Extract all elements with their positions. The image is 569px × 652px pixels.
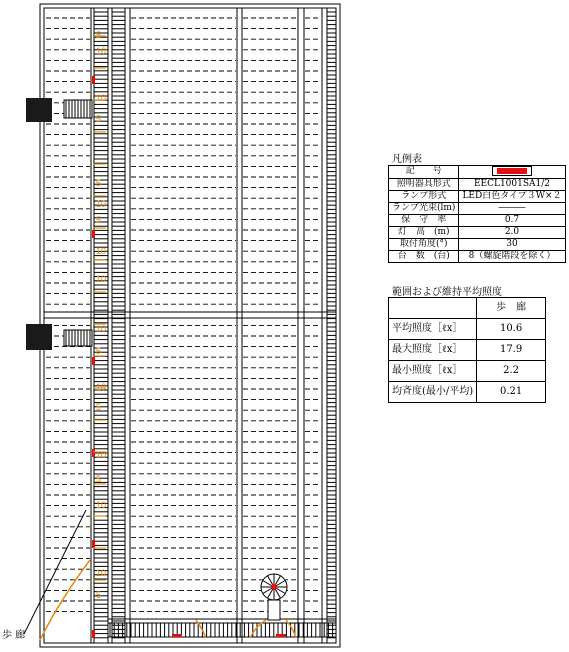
illuminance-value: 17.9 xyxy=(477,340,546,361)
illuminance-title: 範囲および維持平均照度 xyxy=(392,287,502,298)
isolux-value-label: 5 xyxy=(96,215,102,225)
legend-value: ――― xyxy=(459,202,565,214)
legend-key: ランプ形式 xyxy=(389,190,459,202)
legend-row xyxy=(389,250,566,262)
legend-value: 2.0 xyxy=(459,226,565,238)
isolux-value-label: 10 xyxy=(96,568,107,578)
isolux-value-label: 5 xyxy=(96,30,102,40)
legend-key: 照明器具形式 xyxy=(389,178,459,190)
isolux-value-label: 10 xyxy=(96,450,107,460)
illuminance-table xyxy=(388,297,546,403)
illuminance-row xyxy=(389,361,546,382)
illuminance-value: 2.2 xyxy=(477,361,546,382)
spiral-center xyxy=(271,584,277,590)
illuminance-value: 0.21 xyxy=(477,382,546,403)
legend-row xyxy=(389,238,566,250)
legend-key: 灯 高 (m) xyxy=(389,226,459,238)
isolux-contour xyxy=(40,560,90,640)
legend-value: 0.7 xyxy=(459,214,565,226)
isolux-value-label: 10 xyxy=(96,324,107,334)
legend-value: 30 xyxy=(459,238,565,250)
legend-key: ランプ光束(lm) xyxy=(389,202,459,214)
light-fixture xyxy=(276,634,286,637)
isolux-value-label: 5 xyxy=(96,474,102,484)
illuminance-corner-cell xyxy=(389,298,477,319)
legend-row xyxy=(389,166,566,179)
illuminance-key: 平均照度［ℓx］ xyxy=(389,319,477,340)
isolux-value-label: 5 xyxy=(96,346,102,356)
legend-title: 凡例表 xyxy=(392,154,422,165)
light-fixture xyxy=(92,230,95,238)
illuminance-row xyxy=(389,319,546,340)
light-fixture xyxy=(92,76,95,84)
light-fixture xyxy=(92,449,95,457)
walkway-leader-line xyxy=(24,510,86,634)
light-fixture xyxy=(92,357,95,365)
legend-row xyxy=(389,226,566,238)
legend-value: LED白色タイプ３W×２ xyxy=(459,190,565,202)
illuminance-row xyxy=(389,382,546,403)
illuminance-key: 均斉度(最小/平均) xyxy=(389,382,477,403)
illuminance-key: 最大照度［ℓx］ xyxy=(389,340,477,361)
legend-key: 取付角度(°) xyxy=(389,238,459,250)
isolux-value-label: 10 xyxy=(96,246,107,256)
isolux-value-label: 5 xyxy=(96,590,102,600)
legend-row xyxy=(389,202,566,214)
legend-value: 8（螺旋階段を除く） xyxy=(459,250,565,262)
legend-table xyxy=(388,165,566,263)
illuminance-value: 10.6 xyxy=(477,319,546,340)
isolux-value-label: 10 xyxy=(96,500,107,510)
light-fixture xyxy=(172,634,182,637)
isolux-value-label: 10 xyxy=(96,274,107,284)
legend-key: 記 号 xyxy=(389,166,459,179)
isolux-value-label: 5 xyxy=(96,114,102,124)
bracket-block xyxy=(26,324,52,350)
walkway-label: 歩 廊 xyxy=(2,630,26,641)
legend-key: 台 数 (台) xyxy=(389,250,459,262)
legend-value: EECL1001SA1/2 xyxy=(459,178,565,190)
illuminance-header-row xyxy=(389,298,546,319)
light-fixture xyxy=(92,630,95,638)
isolux-value-label: 5 xyxy=(96,402,102,412)
spiral-stair-landing xyxy=(268,600,280,620)
legend-row xyxy=(389,214,566,226)
isolux-value-label: 10 xyxy=(96,199,107,209)
isolux-value-label: 10 xyxy=(96,382,107,392)
light-fixture xyxy=(92,540,95,548)
bracket-block xyxy=(26,98,52,122)
illuminance-row xyxy=(389,340,546,361)
isolux-value-label: 10 xyxy=(96,46,107,56)
illuminance-header: 歩 廊 xyxy=(477,298,546,319)
illuminance-key: 最小照度［ℓx］ xyxy=(389,361,477,382)
legend-key: 保 守 率 xyxy=(389,214,459,226)
legend-row xyxy=(389,178,566,190)
legend-value xyxy=(459,166,565,179)
isolux-value-label: 10 xyxy=(96,93,107,103)
fixture-symbol-icon xyxy=(492,166,532,176)
isolux-value-label: 5 xyxy=(96,178,102,188)
legend-row xyxy=(389,190,566,202)
